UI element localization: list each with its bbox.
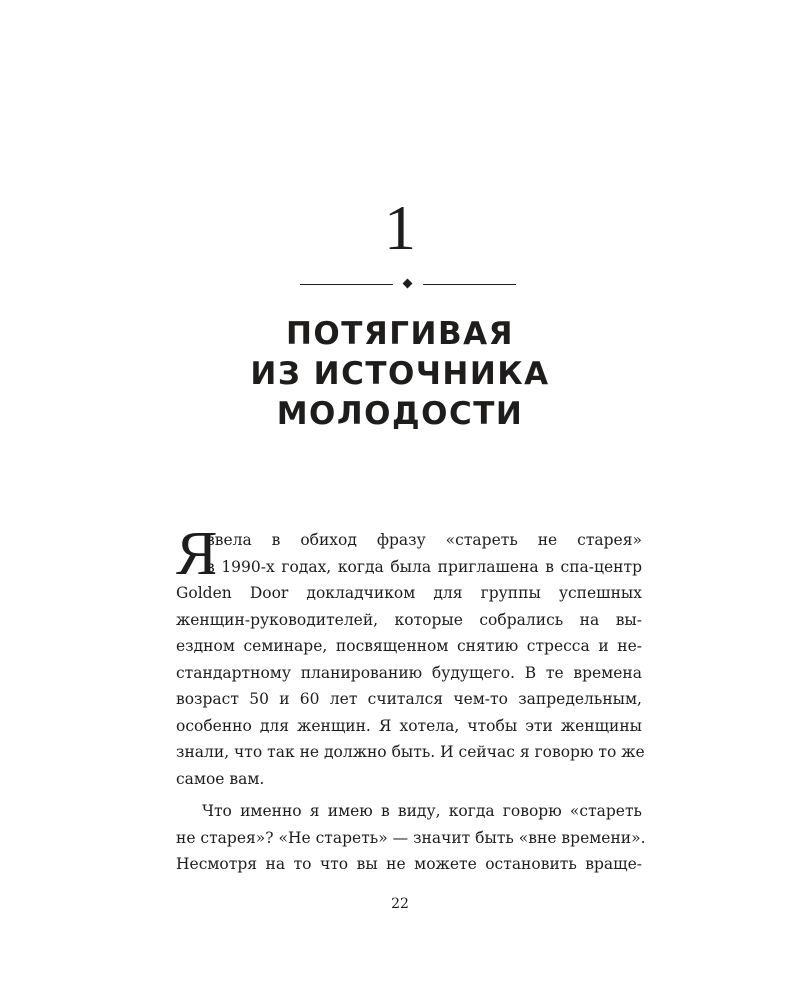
paragraph-2: [176, 798, 646, 878]
text-line: стандартному планированию будущего. В те времена: [176, 663, 642, 682]
body-text: [176, 520, 646, 878]
chapter-ornament: [300, 278, 516, 292]
chapter-title-line: ИЗ ИСТОЧНИКА: [250, 356, 550, 392]
text-line: особенно для женщин. Я хотела, чтобы эти женщины: [176, 716, 642, 735]
text-line: ездном семинаре, посвященном снятию стресса и не-: [176, 637, 642, 655]
text-line: Golden Door докладчиком для группы успешных: [176, 584, 642, 602]
page-number: 22: [391, 896, 409, 912]
ornament-line-right: [423, 284, 516, 285]
text-line: Что именно я имею в виду, когда говорю «стареть: [202, 802, 642, 820]
ornament-diamond-icon: [403, 279, 413, 289]
chapter-number: 1: [384, 192, 416, 263]
text-line: ввела в обиход фразу «стареть не старея»: [206, 531, 642, 549]
text-line: знали, что так не должно быть. И сейчас я говорю то же: [176, 743, 645, 761]
chapter-title: [0, 314, 800, 434]
chapter-title-line: МОЛОДОСТИ: [276, 396, 524, 432]
text-line: женщин-руководителей, которые собрались на вы-: [176, 610, 642, 629]
text-line: возраст 50 и 60 лет считался чем-то запредельным,: [176, 690, 642, 708]
text-line: самое вам.: [176, 769, 265, 788]
ornament-line-left: [300, 284, 393, 285]
text-line: не старея»? «Не стареть» — значит быть «вне времени».: [176, 828, 646, 847]
drop-cap: Я: [176, 520, 218, 588]
text-line: в 1990-х годах, когда была приглашена в спа-центр: [206, 557, 642, 576]
paragraph-1: [176, 520, 645, 792]
text-line: Несмотря на то что вы не можете остановить враще-: [176, 855, 642, 873]
chapter-title-line: ПОТЯГИВАЯ: [285, 316, 514, 352]
